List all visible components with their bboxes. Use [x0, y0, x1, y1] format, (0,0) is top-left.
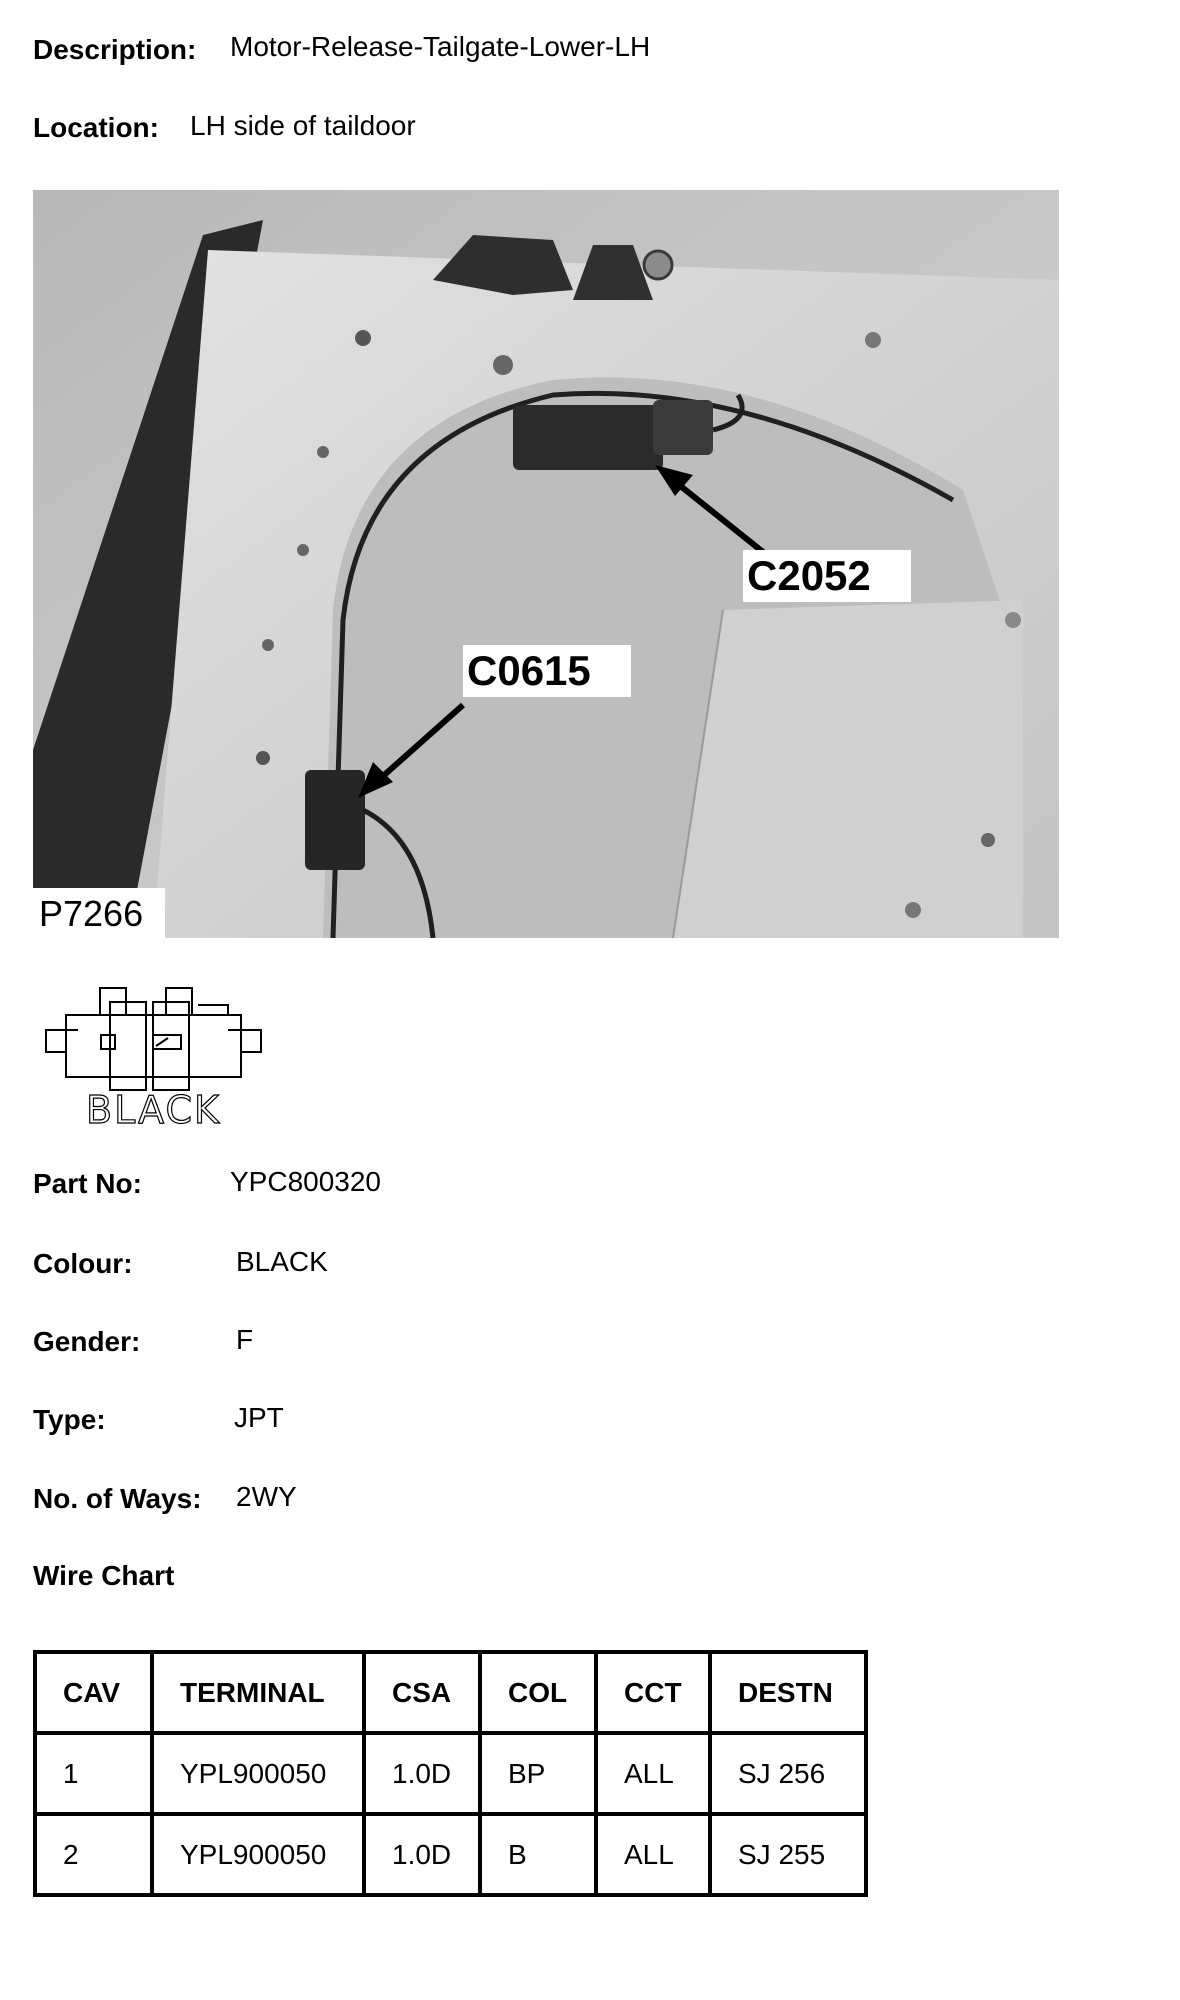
cell-terminal: YPL900050	[152, 1733, 364, 1814]
component-location-photo	[33, 190, 1059, 938]
connector-colour-label: BLACK	[86, 1088, 221, 1130]
cell-cav: 1	[35, 1733, 152, 1814]
cell-terminal: YPL900050	[152, 1814, 364, 1895]
location-value: LH side of taildoor	[190, 110, 416, 141]
cell-csa: 1.0D	[364, 1814, 480, 1895]
connector-face-diagram	[38, 980, 268, 1130]
type-label: Type:	[33, 1404, 106, 1435]
photo-reference: P7266	[39, 893, 144, 934]
cell-col: BP	[480, 1733, 596, 1814]
cell-cct: ALL	[596, 1733, 710, 1814]
gender-label: Gender:	[33, 1326, 141, 1357]
header-col: COL	[480, 1652, 596, 1733]
colour-value: BLACK	[236, 1246, 328, 1277]
cell-destn: SJ 256	[710, 1733, 866, 1814]
callout-c2052: C2052	[747, 552, 871, 599]
type-value: JPT	[234, 1402, 284, 1433]
table-row	[35, 1733, 866, 1814]
no-of-ways-label: No. of Ways:	[33, 1483, 202, 1514]
header-cav: CAV	[35, 1652, 152, 1733]
cell-destn: SJ 255	[710, 1814, 866, 1895]
cell-cav: 2	[35, 1814, 152, 1895]
callout-c0615: C0615	[467, 647, 591, 694]
cell-csa: 1.0D	[364, 1733, 480, 1814]
description-value: Motor-Release-Tailgate-Lower-LH	[230, 31, 651, 62]
wire-chart-title: Wire Chart	[33, 1560, 175, 1591]
no-of-ways-value: 2WY	[236, 1481, 297, 1512]
part-no-value: YPC800320	[230, 1166, 382, 1197]
part-no-label: Part No:	[33, 1168, 142, 1199]
header-csa: CSA	[364, 1652, 480, 1733]
header-cct: CCT	[596, 1652, 710, 1733]
cell-cct: ALL	[596, 1814, 710, 1895]
header-destn: DESTN	[710, 1652, 866, 1733]
table-header-row	[35, 1652, 866, 1733]
table-row	[35, 1814, 866, 1895]
gender-value: F	[236, 1324, 254, 1355]
colour-label: Colour:	[33, 1248, 133, 1279]
description-label: Description:	[33, 34, 197, 65]
wire-chart-table	[33, 1650, 868, 1897]
location-label: Location:	[33, 112, 159, 143]
header-terminal: TERMINAL	[152, 1652, 364, 1733]
cell-col: B	[480, 1814, 596, 1895]
